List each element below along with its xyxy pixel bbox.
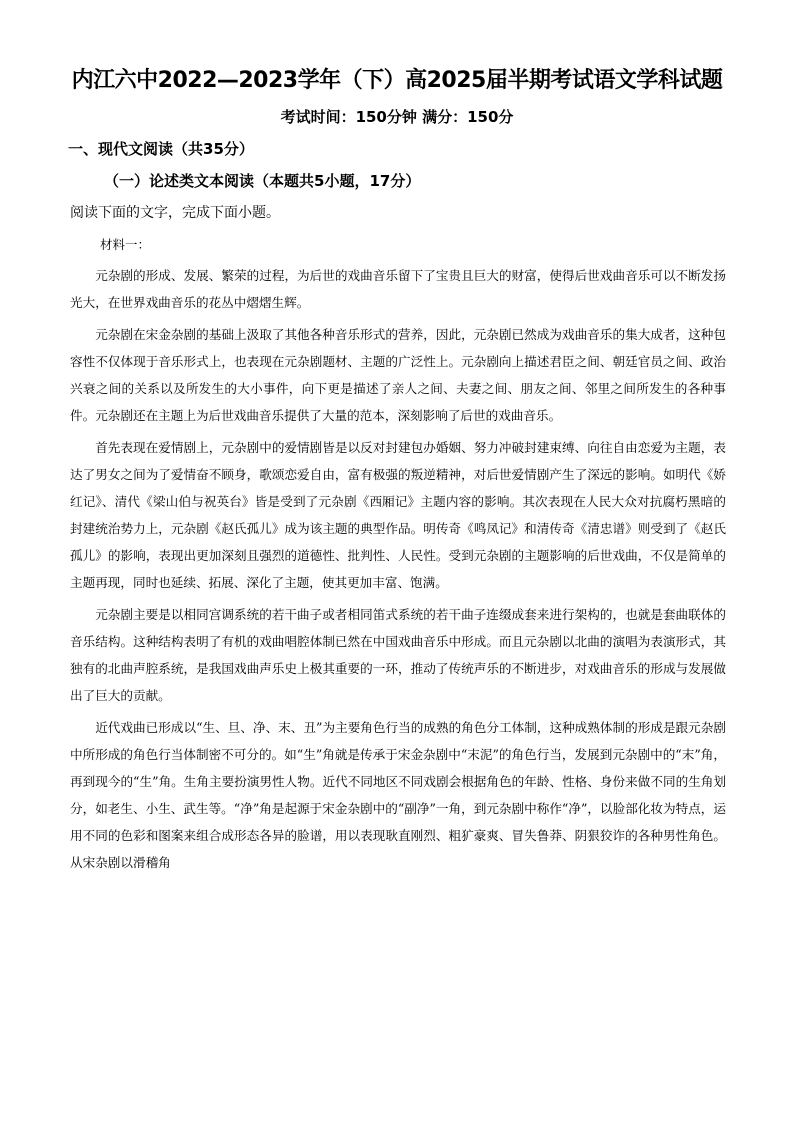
passage-paragraph-5: 近代戏曲已形成以“生、旦、净、末、丑”为主要角色行当的成熟的角色分工体制，这种成熟体制的形成是跟元杂剧中所形成的角色行当体制密不可分的。如“生”角就是传承于宋金杂剧中“末泥”的角色行当，发展到元杂剧中的“末”角，再到现今的“生”角。生角主要扮演男性人物。近代不同地区不同戏剧会根据角色的年龄、性格、身份来做不同的生角划分，如老生、小生、武生等。“净”角是起源于宋金杂剧中的“副净”一角，到元杂剧中称作“净”，以脸部化妆为特点，运用不同的色彩和图案来组合成形态各异的脸谱，用以表现耿直刚烈、粗犷豪爽、冒失鲁莽、阴狠狡诈的各种男性角色。从宋杂剧以滑稽角 [70,720,726,870]
exam-time-and-score: 考试时间：150分钟 满分：150分 [280,108,514,126]
section-heading: 一、现代文阅读（共35分） [68,140,254,158]
reading-instruction: 阅读下面的文字，完成下面小题。 [70,205,280,221]
subsection-heading: （一）论述类文本阅读（本题共5小题，17分） [104,172,421,190]
passage-paragraph-1: 元杂剧的形成、发展、繁荣的过程，为后世的戏曲音乐留下了宝贵且巨大的财富，使得后世戏曲音乐可以不断发扬光大，在世界戏曲音乐的花丛中熠熠生辉。 [70,268,726,310]
passage-paragraph-2: 元杂剧在宋金杂剧的基础上汲取了其他各种音乐形式的营养，因此，元杂剧已然成为戏曲音乐的集大成者，这种包容性不仅体现于音乐形式上，也表现在元杂剧题材、主题的广泛性上。元杂剧向上描述君臣之间、朝廷官员之间、政治兴衰之间的关系以及所发生的大小事件，向下更是描述了亲人之间、夫妻之间、朋友之间、邻里之间所发生的各种事件。元杂剧还在主题上为后世戏曲音乐提供了大量的范本，深刻影响了后世的戏曲音乐。 [70,327,726,423]
passage-paragraph-4: 元杂剧主要是以相同宫调系统的若干曲子或者相同笛式系统的若干曲子连缀成套来进行架构的，也就是套曲联体的音乐结构。这种结构表明了有机的戏曲唱腔体制已然在中国戏曲音乐中形成。而且元杂剧以北曲的演唱为表演形式，其独有的北曲声腔系统，是我国戏曲声乐史上极其重要的一环，推动了传统声乐的不断进步，对戏曲音乐的形成与发展做出了巨大的贡献。 [70,607,726,703]
passage-body [70,262,726,881]
material-label: 材料一： [100,237,151,252]
passage-paragraph-3: 首先表现在爱情剧上，元杂剧中的爱情剧皆是以反对封建包办婚姻、努力冲破封建束缚、向往自由恋爱为主题，表达了男女之间为了爱情奋不顾身，歌颂恋爱自由，富有极强的叛逆精神，对后世爱情剧产生了深远的影响。如明代《娇红记》、清代《梁山伯与祝英台》皆是受到了元杂剧《西厢记》主题内容的影响。其次表现在人民大众对抗腐朽黑暗的封建统治势力上，元杂剧《赵氏孤儿》成为该主题的典型作品。明传奇《鸣凤记》和清传奇《清忠谱》则受到了《赵氏孤儿》的影响，表现出更加深刻且强烈的道德性、批判性、人民性。受到元杂剧的主题影响的后世戏曲，不仅是简单的主题再现，同时也延续、拓展、深化了主题，使其更加丰富、饱满。 [70,440,726,590]
exam-title: 内江六中2022—2023学年（下）高2025届半期考试语文学科试题 [71,68,723,93]
